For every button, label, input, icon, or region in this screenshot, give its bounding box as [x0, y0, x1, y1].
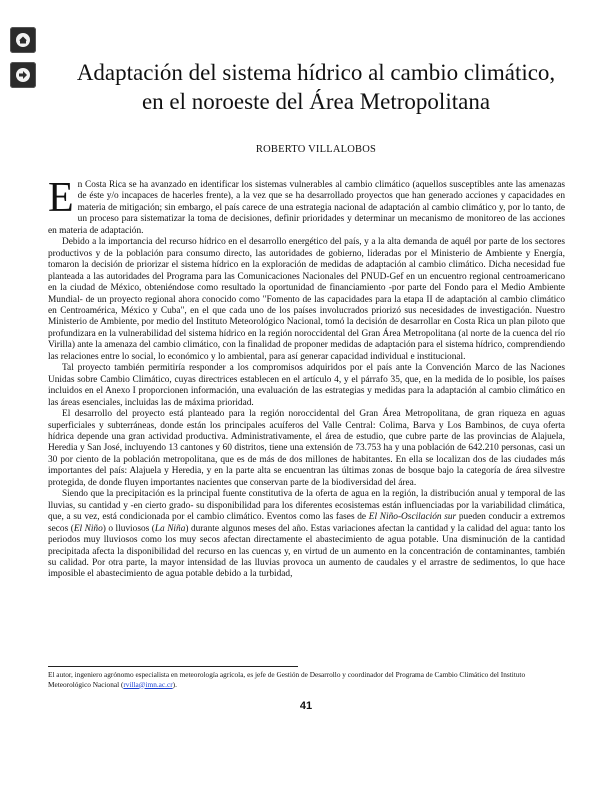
body-paragraph: El desarrollo del proyecto está planteado para la región noroccidental del Gran Área Metropolitana, de gran riqueza en aguas superficiales y subterráneas, donde están los principales acuíferos del Valle Central: Colima, Barva y Los Bambinos, de cuya oferta hídrica depende una gran actividad productiva. Administrativamente, el área de estudio, que cubre parte de las provincias de Alajuela, Heredia y San José, incluyendo 13 cantones y 60 distritos, tiene una extensión de 73.753 ha y una población de 642.210 personas, casi un 30 por ciento de la población metropolitana, que es de más de dos millones de habitantes. En ella se localizan dos de las ciudades más importantes del país: Alajuela y Heredia, y en la parte alta se encuentran las últimas zonas de bosque bajo la categoría de área silvestre protegida, de donde fluyen importantes nacientes que conservan parte de la biodiversidad del área. — [48, 409, 565, 488]
body-paragraph-last: Siendo que la precipitación es la principal fuente constitutiva de la oferta de agua en la región, la distribución anual y temporal de las lluvias, su cantidad y -en cierto grado- su disponibilidad para los diferentes ecosistemas están influenciadas por la variabilidad climática, que, a su vez, está condicionada por el cambio climático. Eventos como las fases de El Niño-Oscilación sur pueden conducir a extremos secos (El Niño) o lluviosos (La Niña) durante algunos meses del año. Estas variaciones afectan la cantidad y la calidad del agua: tanto los periodos muy lluviosos como los muy secos afectan directamente el abastecimiento de agua potable. Una disminución de la cantidad precipitada afecta la disponibilidad del recurso en las cuencas y, en virtud de un aumento en la concentración de contaminantes, también su calidad. Por otra parte, la mayor intensidad de las lluvias provoca un aumento de caudales y el arrastre de sedimentos, lo que hace imposible el abastecimiento de agua potable debido a la turbidad, — [48, 489, 565, 580]
home-button[interactable] — [10, 27, 36, 53]
next-page-button[interactable] — [10, 62, 36, 88]
intro-paragraph — [48, 175, 565, 237]
footnote: El autor, ingeniero agrónomo especialista en meteorología agrícola, es jefe de Gestión de Desarrollo y coordinador del Programa de Cambio Climático del Instituto Meteorológico Nacional (rvilla@imn.ac.cr). — [48, 670, 526, 689]
footnote-text: El autor, ingeniero agrónomo especialista en meteorología agrícola, es jefe de Gestión de Desarrollo y coordinador del Programa de Cambio Climático del Instituto Meteorológico Nacional ( — [48, 670, 526, 689]
article-body — [48, 175, 565, 581]
article-title — [40, 58, 592, 116]
footnote-divider — [48, 666, 298, 667]
title-line-2: en el noroeste del Área Metropolitana — [141, 89, 491, 114]
page-number: 41 — [299, 700, 313, 712]
arrow-right-icon — [15, 67, 31, 83]
home-icon — [15, 32, 31, 48]
intro-text: n Costa Rica se ha avanzado en identificar los sistemas vulnerables al cambio climático (aquellos susceptibles ante las amenazas de éste y/o incapaces de hacerles frente), a la vez que se ha desarrollado proyectos que han generado acciones y capacidades en materia de mitigación; sin embargo, el país carece de una estrategia nacional de adaptación al cambio climático y, por lo tanto, de un proceso para sistematizar la toma de decisiones, definir prioridades y determinar un mecanismo de monitoreo de las acciones en materia de adaptación. — [48, 180, 565, 236]
body-paragraph: Tal proyecto también permitiría responder a los compromisos adquiridos por el país ante la Convención Marco de las Naciones Unidas sobre Cambio Climático, cuyas directrices establecen en el artículo 4, y el párrafo 35, que, en la medida de lo posible, los países incluidos en el Anexo I proporcionen información, una evaluación de las estrategias y medidas para la adaptación al cambio climático en las áreas esenciales, incluidas las de máxima prioridad. — [48, 363, 565, 408]
drop-cap: E — [48, 175, 74, 221]
author-name: ROBERTO VILLALOBOS — [255, 144, 377, 155]
title-line-1: Adaptación del sistema hídrico al cambio climático, — [76, 60, 556, 85]
author-email-link[interactable]: rvilla@imn.ac.cr — [123, 679, 173, 689]
body-paragraph: Debido a la importancia del recurso hídrico en el desarrollo energético del país, y a la alta demanda de aquél por parte de los sectores productivos y de la población para consumo directo, las autoridades de gobierno, lideradas por el Ministerio de Ambiente y Energía, tomaron la decisión de priorizar el sistema hídrico en la exploración de medidas de adaptación al cambio climático. Dicha necesidad fue planteada a las autoridades del Programa para las Comunicaciones Nacionales del PNUD-Gef en un encuentro regional centroamericano en la ciudad de México, obteniéndose como resultado la oportunidad de financiamiento -por parte del Fondo para el Medio Ambiente Mundial- de un proyecto regional ahora conocido como "Fomento de las capacidades para la etapa II de adaptación al cambio climático en Centroamérica, México y Cuba", en el que cada uno de los países involucrados priorizó sus necesidades de investigación. Nuestro Ministerio de Ambiente, por medio del Instituto Meteorológico Nacional, tomó la decisión de desarrollar en Costa Rica un plan piloto que profundizara en la vulnerabilidad del sistema hídrico en la región noroccidental del Gran Área Metropolitana (al norte de la cuenca del río Virilla) ante la amenaza del cambio climático, con la finalidad de proponer medidas de adaptación para el sistema hídrico, comprendiendo las relaciones entre lo social, lo económico y lo ambiental, para así generar capacidad individual e institucional. — [48, 237, 565, 362]
